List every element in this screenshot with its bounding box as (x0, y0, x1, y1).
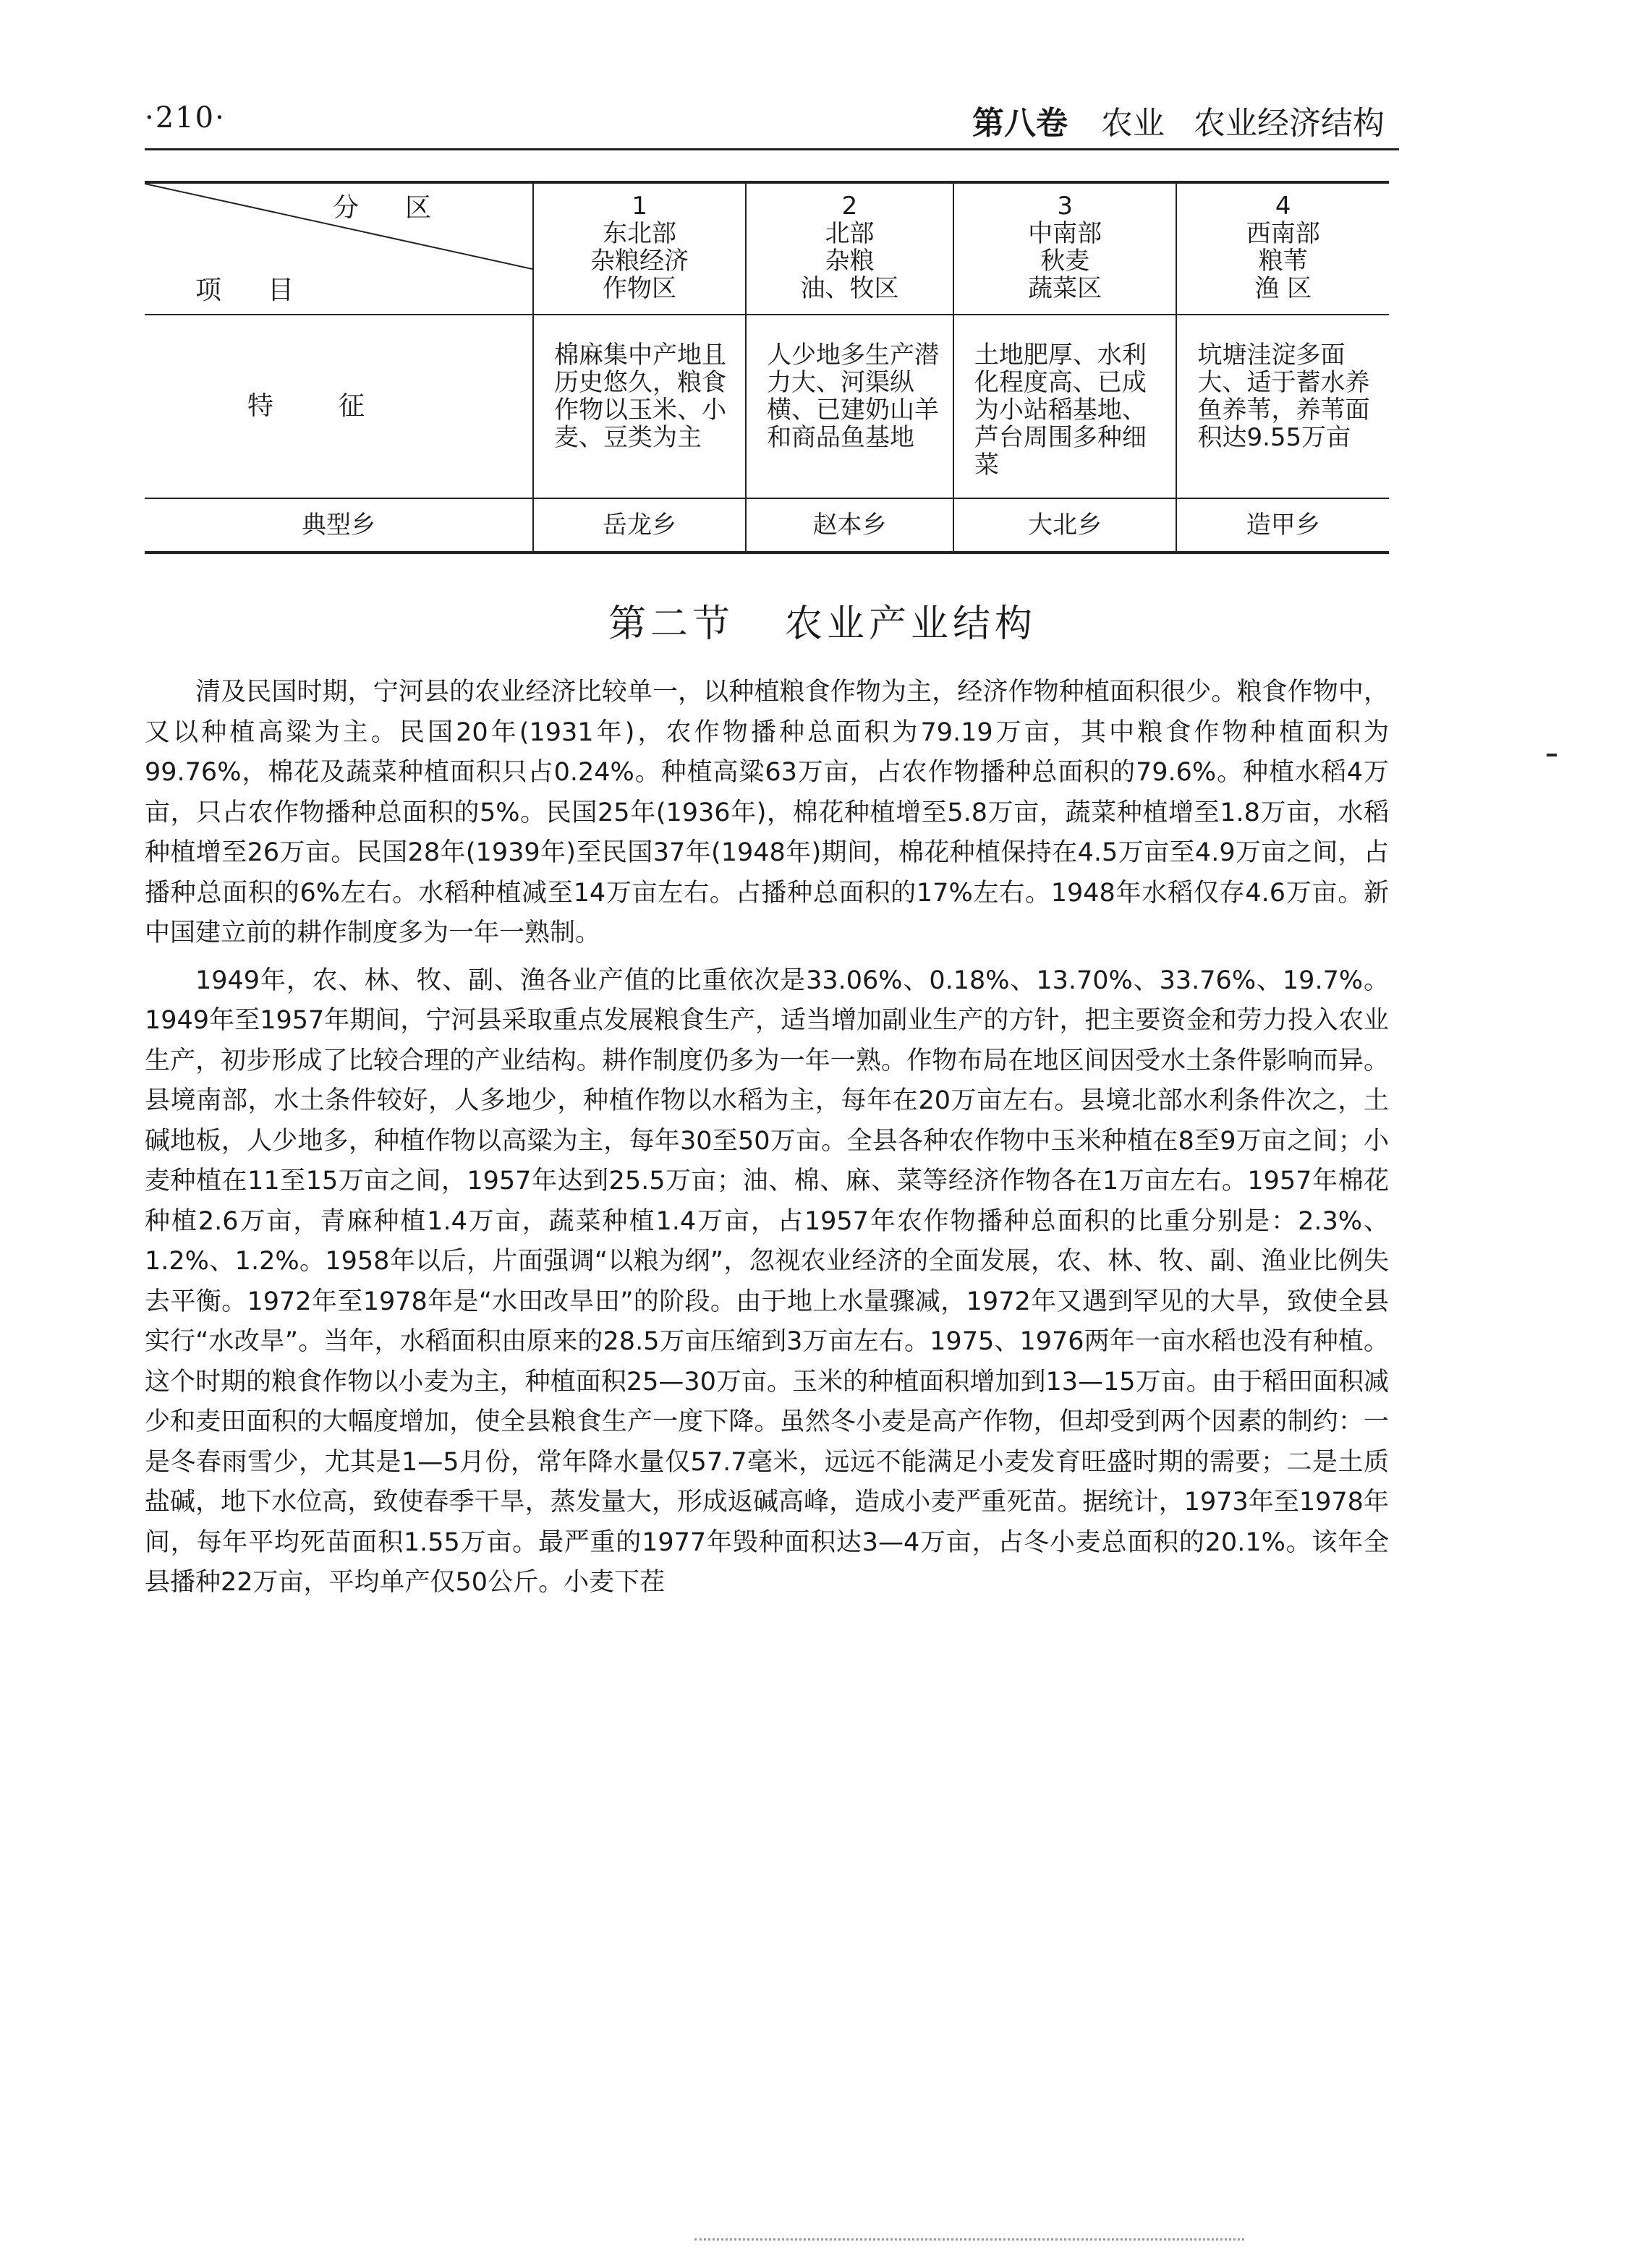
column-name-line: 杂粮 (825, 247, 875, 276)
section-label: 农业 (1101, 105, 1165, 142)
body-text (145, 673, 1389, 1603)
paragraph: 1949年，农、林、牧、副、渔各业产值的比重依次是33.06%、0.18%、13.70%、33.76%、19.7%。1949年至1957年期间，宁河县采取重点发展粮食生产，适当增加副业生产的方针，把主要资金和劳力投入农业生产，初步形成了比较合理的产业结构。耕作制度仍多为一年一熟。作物布局在地区间因受水土条件影响而异。县境南部，水土条件较好，人多地少，种植作物以水稻为主，每年在20万亩左右。县境北部水利条件次之，土碱地板，人少地多，种植作物以高粱为主，每年30至50万亩。全县各种农作物中玉米种植在8至9万亩之间；小麦种植在11至15万亩之间，1957年达到25.5万亩；油、棉、麻、菜等经济作物各在1万亩左右。1957年棉花种植2.6万亩，青麻种植1.4万亩，蔬菜种植1.4万亩，占1957年农作物播种总面积的比重分别是：2.3%、1.2%、1.2%。1958年以后，片面强调“以粮为纲”，忽视农业经济的全面发展，农、林、牧、副、渔业比例失去平衡。1972年至1978年是“水田改旱田”的阶段。由于地上水量骤减，1972年又遇到罕见的大旱，致使全县实行“水改旱”。当年，水稻面积由原来的28.5万亩压缩到3万亩左右。1975、1976两年一亩水稻也没有种植。这个时期的粮食作物以小麦为主，种植面积25—30万亩。玉米的种植面积增加到13—15万亩。由于稻田面积减少和麦田面积的大幅度增加，使全县粮食生产一度下降。虽然冬小麦是高产作物，但却受到两个因素的制约：一是冬春雨雪少，尤其是1—5月份，常年降水量仅57.7毫米，远远不能满足小麦发育旺盛时期的需要；二是土质盐碱，地下水位高，致使春季干旱，蒸发量大，形成返碱高峰，造成小麦严重死苗。据统计，1973年至1978年间，每年平均死苗面积1.55万亩。最严重的1977年毁种面积达3—4万亩，占冬小麦总面积的20.1%。该年全县播种22万亩，平均单产仅50公斤。小麦下茬 (145, 965, 1389, 1597)
zoning-table (145, 181, 1389, 554)
corner-zone-label: 分区 (333, 193, 478, 223)
column-number: 4 (1275, 192, 1291, 221)
column-header-3 (953, 182, 1177, 315)
section-name: 农业产业结构 (785, 602, 1037, 646)
table-header-row (145, 182, 1389, 315)
column-name-line: 秋麦 (1040, 247, 1090, 276)
column-number: 2 (841, 192, 858, 221)
corner-item-label: 项目 (195, 276, 341, 305)
column-header-1 (533, 182, 746, 315)
column-name-line: 西南部 (1246, 219, 1320, 248)
subsection-label: 农业经济结构 (1194, 105, 1385, 142)
column-header-4 (1176, 182, 1389, 315)
column-name-line: 杂粮经济 (590, 247, 689, 276)
column-name-line: 粮苇 (1258, 247, 1308, 276)
table-row-features (145, 315, 1389, 498)
column-name-line: 渔 区 (1254, 274, 1312, 303)
column-name-line: 油、牧区 (800, 274, 899, 303)
column-name-line: 北部 (825, 219, 875, 248)
paragraph: 清及民国时期，宁河县的农业经济比较单一，以种植粮食作物为主，经济作物种植面积很少。粮食作物中，又以种植高粱为主。民国20年(1931年)，农作物播种总面积为79.19万亩，其中粮食作物种植面积为99.76%，棉花及蔬菜种植面积只占0.24%。种植高粱63万亩，占农作物播种总面积的79.6%。种植水稻4万亩，只占农作物播种总面积的5%。民国25年(1936年)，棉花种植增至5.8万亩，蔬菜种植增至1.8万亩，水稻种植增至26万亩。民国28年(1939年)至民国37年(1948年)期间，棉花种植保持在4.5万亩至4.9万亩之间，占播种总面积的6%左右。水稻种植减至14万亩左右。占播种总面积的17%左右。1948年水稻仅存4.6万亩。新中国建立前的耕作制度多为一年一熟制。 (145, 678, 1389, 947)
column-name-line: 蔬菜区 (1028, 274, 1102, 303)
scan-artifact-line (694, 2238, 1244, 2241)
column-header-2 (746, 182, 953, 315)
page-header (145, 94, 1385, 145)
typical-cell: 造甲乡 (1176, 498, 1389, 553)
column-name-line: 作物区 (603, 274, 677, 303)
table-row-typical (145, 498, 1389, 553)
page-number: ·210· (145, 101, 226, 135)
column-number: 3 (1057, 192, 1073, 221)
feature-cell: 坑塘洼淀多面大、适于蓄水养鱼养苇，养苇面积达9.55万亩 (1176, 315, 1389, 498)
typical-cell: 大北乡 (953, 498, 1177, 553)
feature-cell: 土地肥厚、水利化程度高、已成为小站稻基地、芦台周围多种细菜 (953, 315, 1177, 498)
column-name-line: 中南部 (1028, 219, 1102, 248)
feature-cell: 棉麻集中产地且历史悠久，粮食作物以玉米、小麦、豆类为主 (533, 315, 746, 498)
section-number: 第二节 (608, 602, 734, 646)
column-name-line: 东北部 (603, 219, 677, 248)
table-corner-cell (145, 182, 533, 315)
typical-row-label: 典型乡 (145, 498, 533, 553)
running-title (972, 97, 1385, 143)
typical-cell: 岳龙乡 (533, 498, 746, 553)
typical-cell: 赵本乡 (746, 498, 953, 553)
volume-label: 第八卷 (972, 105, 1068, 142)
column-number: 1 (632, 192, 647, 221)
feature-row-label: 特征 (145, 315, 533, 498)
header-rule (145, 148, 1399, 150)
margin-mark (1547, 754, 1557, 756)
feature-cell: 人少地多生产潜力大、河渠纵横、已建奶山羊和商品鱼基地 (746, 315, 953, 498)
section-title (0, 593, 1645, 647)
